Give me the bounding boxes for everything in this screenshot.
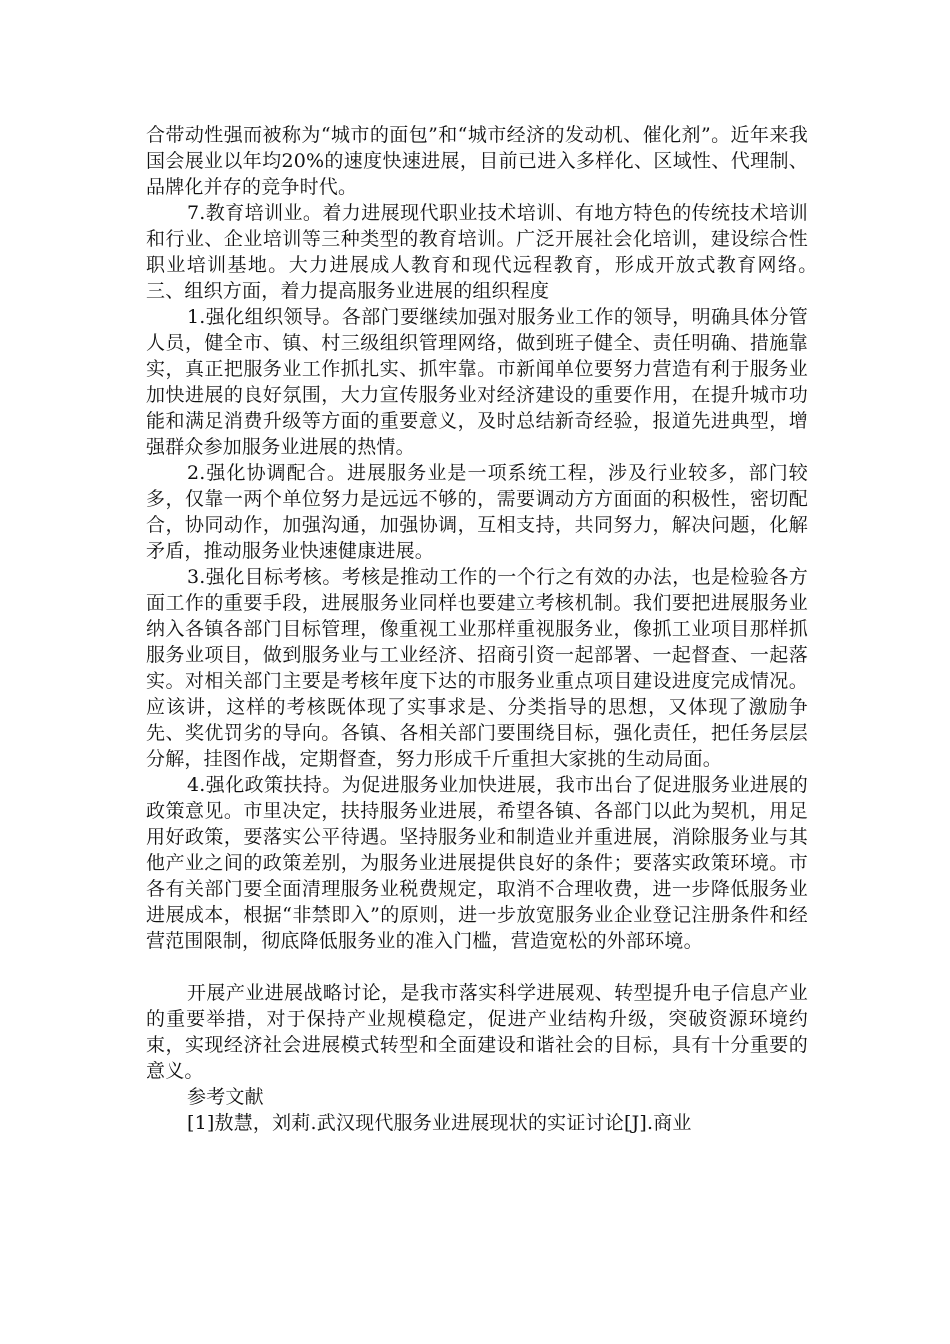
paragraph-conclusion: 开展产业进展战略讨论，是我市落实科学进展观、转型提升电子信息产业的重要举措，对于保持产业规模稳定，促进产业结构升级，突破资源环境约束，实现经济社会进展模式转型和全面建设和谐社会的目标，具有十分重要的意义。 bbox=[146, 982, 808, 1082]
references-heading: 参考文献 bbox=[187, 1086, 264, 1108]
paragraph-coordination: 2.强化协调配合。进展服务业是一项系统工程，涉及行业较多，部门较多，仅靠一两个单位努力是远远不够的，需要调动方方面面的积极性，密切配合，协同动作，加强沟通，加强协调，互相支持，共同努力，解决问题，化解矛盾，推动服务业快速健康进展。 bbox=[146, 462, 808, 562]
document-page bbox=[146, 122, 885, 1136]
paragraph-education-training: 7.教育培训业。着力进展现代职业技术培训、有地方特色的传统技术培训和行业、企业培训等三种类型的教育培训。广泛开展社会化培训，建设综合性职业培训基地。大力进展成人教育和现代远程教育，形成开放式教育网络。 三、组织方面，着力提高服务业进展的组织程度 bbox=[146, 202, 885, 302]
paragraph-exhibition-industry: 合带动性强而被称为“城市的面包”和“城市经济的发动机、催化剂”。近年来我国会展业以年均20%的速度快速进展，目前已进入多样化、区域性、代理制、品牌化并存的竞争时代。 bbox=[146, 124, 808, 198]
paragraph-policy-support: 4.强化政策扶持。为促进服务业加快进展，我市出台了促进服务业进展的政策意见。市里决定，扶持服务业进展，希望各镇、各部门以此为契机，用足用好政策，要落实公平待遇。坚持服务业和制造业并重进展，消除服务业与其他产业之间的政策差别，为服务业进展提供良好的条件；要落实政策环境。市各有关部门要全面清理服务业税费规定，取消不合理收费，进一步降低服务业进展成本，根据“非禁即入”的原则，进一步放宽服务业企业登记注册条件和经营范围限制，彻底降低服务业的准入门槛，营造宽松的外部环境。 bbox=[146, 774, 808, 952]
paragraph-target-assessment: 3.强化目标考核。考核是推动工作的一个行之有效的办法，也是检验各方面工作的重要手段，进展服务业同样也要建立考核机制。我们要把进展服务业纳入各镇各部门目标管理，像重视工业那样重视服务业，像抓工业项目那样抓服务业项目，做到服务业与工业经济、招商引资一起部署、一起督查、一起落实。对相关部门主要是考核年度下达的市服务业重点项目建设进度完成情况。应该讲，这样的考核既体现了实事求是、分类指导的思想，又体现了激励争先、奖优罚劣的导向。各镇、各相关部门要围绕目标，强化责任，把任务层层分解，挂图作战，定期督查，努力形成千斤重担大家挑的生动局面。 bbox=[146, 566, 808, 770]
reference-item: [1]敖慧，刘莉.武汉现代服务业进展现状的实证讨论[J].商业 bbox=[187, 1112, 692, 1134]
paragraph-organization-leadership: 1.强化组织领导。各部门要继续加强对服务业工作的领导，明确具体分管人员，健全市、镇、村三级组织管理网络，做到班子健全、责任明确、措施靠实，真正把服务业工作抓扎实、抓牢靠。市新闻单位要努力营造有利于服务业加快进展的良好氛围，大力宣传服务业对经济建设的重要作用，在提升城市功能和满足消费升级等方面的重要意义，及时总结新奇经验，报道先进典型，增强群众参加服务业进展的热情。 bbox=[146, 306, 808, 458]
